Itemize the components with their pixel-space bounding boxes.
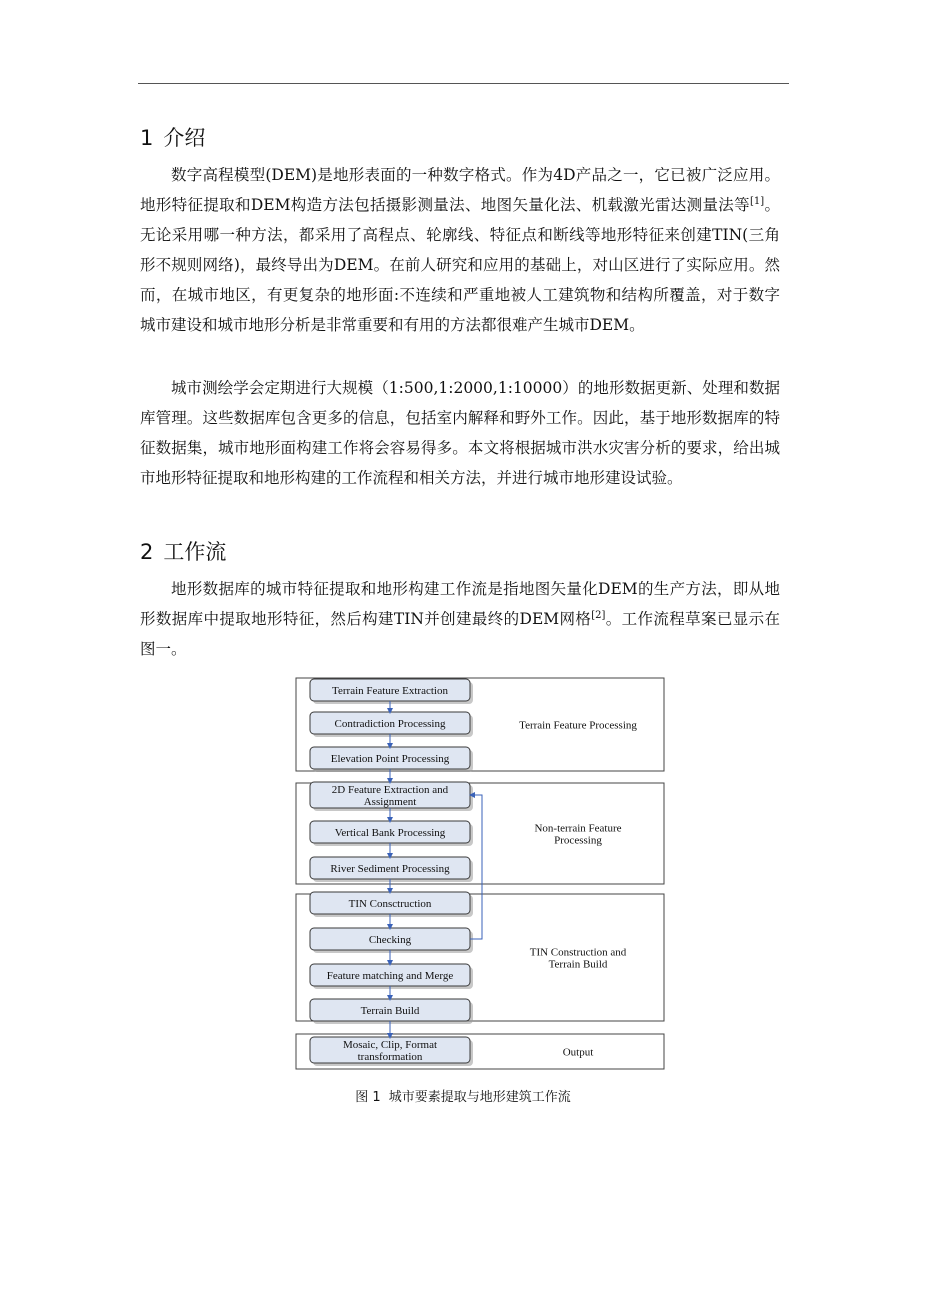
paragraph-text: 数字高程模型(DEM)是地形表面的一种数字格式。作为4D产品之一，它已被广泛应用。地形特征提取和DEM构造方法包括摄影测量法、地图矢量化法、机载激光雷达测量法等 <box>140 166 780 214</box>
section-title: 工作流 <box>163 540 227 564</box>
header-rule <box>138 83 789 84</box>
figure-number: 图 1 <box>355 1090 381 1105</box>
step-label: Feature matching and Merge <box>326 969 454 982</box>
step-label: 2D Feature Extraction and <box>331 783 449 796</box>
paragraph-text: 城市测绘学会定期进行大规模（1:500,1:2000,1:10000）的地形数据更新、处理和数据库管理。这些数据库包含更多的信息，包括室内解释和野外工作。因此，基于地形数据库的特征数据集，城市地形面构建工作将会容易得多。本文将根据城市洪水灾害分析的要求，给出城市地形特征提取和地形构建的工作流程和相关方法，并进行城市地形建设试验。 <box>140 379 780 487</box>
step-label: Elevation Point Processing <box>330 752 450 765</box>
step-label: Checking <box>368 933 412 946</box>
intro-paragraph-2 <box>140 373 780 493</box>
group-label: Output <box>562 1046 594 1059</box>
paragraph-text: 地形数据库的城市特征提取和地形构建工作流是指地图矢量化DEM的生产方法，即从地形数据库中提取地形特征，然后构建TIN并创建最终的DEM网格 <box>140 580 780 628</box>
step-label: River Sediment Processing <box>330 862 450 875</box>
group-label: Processing <box>554 834 602 847</box>
figure-caption <box>0 1086 926 1105</box>
paragraph-text: 。无论采用哪一种方法，都采用了高程点、轮廓线、特征点和断线等地形特征来创建TIN(三角形不规则网络)，最终导出为DEM。在前人研究和应用的基础上，对山区进行了实际应用。然而，在城市地区，有更复杂的地形面:不连续和严重地被人工建筑物和结构所覆盖，对于数字城市建设和城市地形分析是非常重要和有用的方法都很难产生城市DEM。 <box>140 196 780 334</box>
group-label: Non-terrain Feature <box>534 822 622 835</box>
step-label: Terrain Feature Extraction <box>332 684 448 697</box>
step-label: transformation <box>357 1050 423 1063</box>
step-label: Assignment <box>363 795 417 808</box>
figure-caption-text: 城市要素提取与地形建筑工作流 <box>388 1090 571 1105</box>
section-number: 1 <box>140 126 154 150</box>
section-number: 2 <box>140 540 154 564</box>
workflow-paragraph <box>140 574 780 664</box>
step-label: TIN Consctruction <box>348 897 432 910</box>
section-title: 介绍 <box>163 126 206 150</box>
citation-ref: [1] <box>749 195 765 207</box>
paragraph-text: 。工作流程草案已显示在图一。 <box>140 610 780 658</box>
section-heading-workflow <box>140 536 226 566</box>
workflow-figure <box>290 672 670 1074</box>
step-label: Mosaic, Clip, Format <box>342 1038 438 1051</box>
section-heading-intro <box>140 122 205 152</box>
group-label: Terrain Build <box>548 958 608 971</box>
group-label: TIN Construction and <box>529 946 627 959</box>
step-label: Contradiction Processing <box>334 717 446 730</box>
step-label: Vertical Bank Processing <box>334 826 446 839</box>
intro-paragraph-1 <box>140 160 780 340</box>
group-label: Terrain Feature Processing <box>519 719 637 732</box>
citation-ref: [2] <box>591 609 606 621</box>
step-label: Terrain Build <box>360 1004 420 1017</box>
